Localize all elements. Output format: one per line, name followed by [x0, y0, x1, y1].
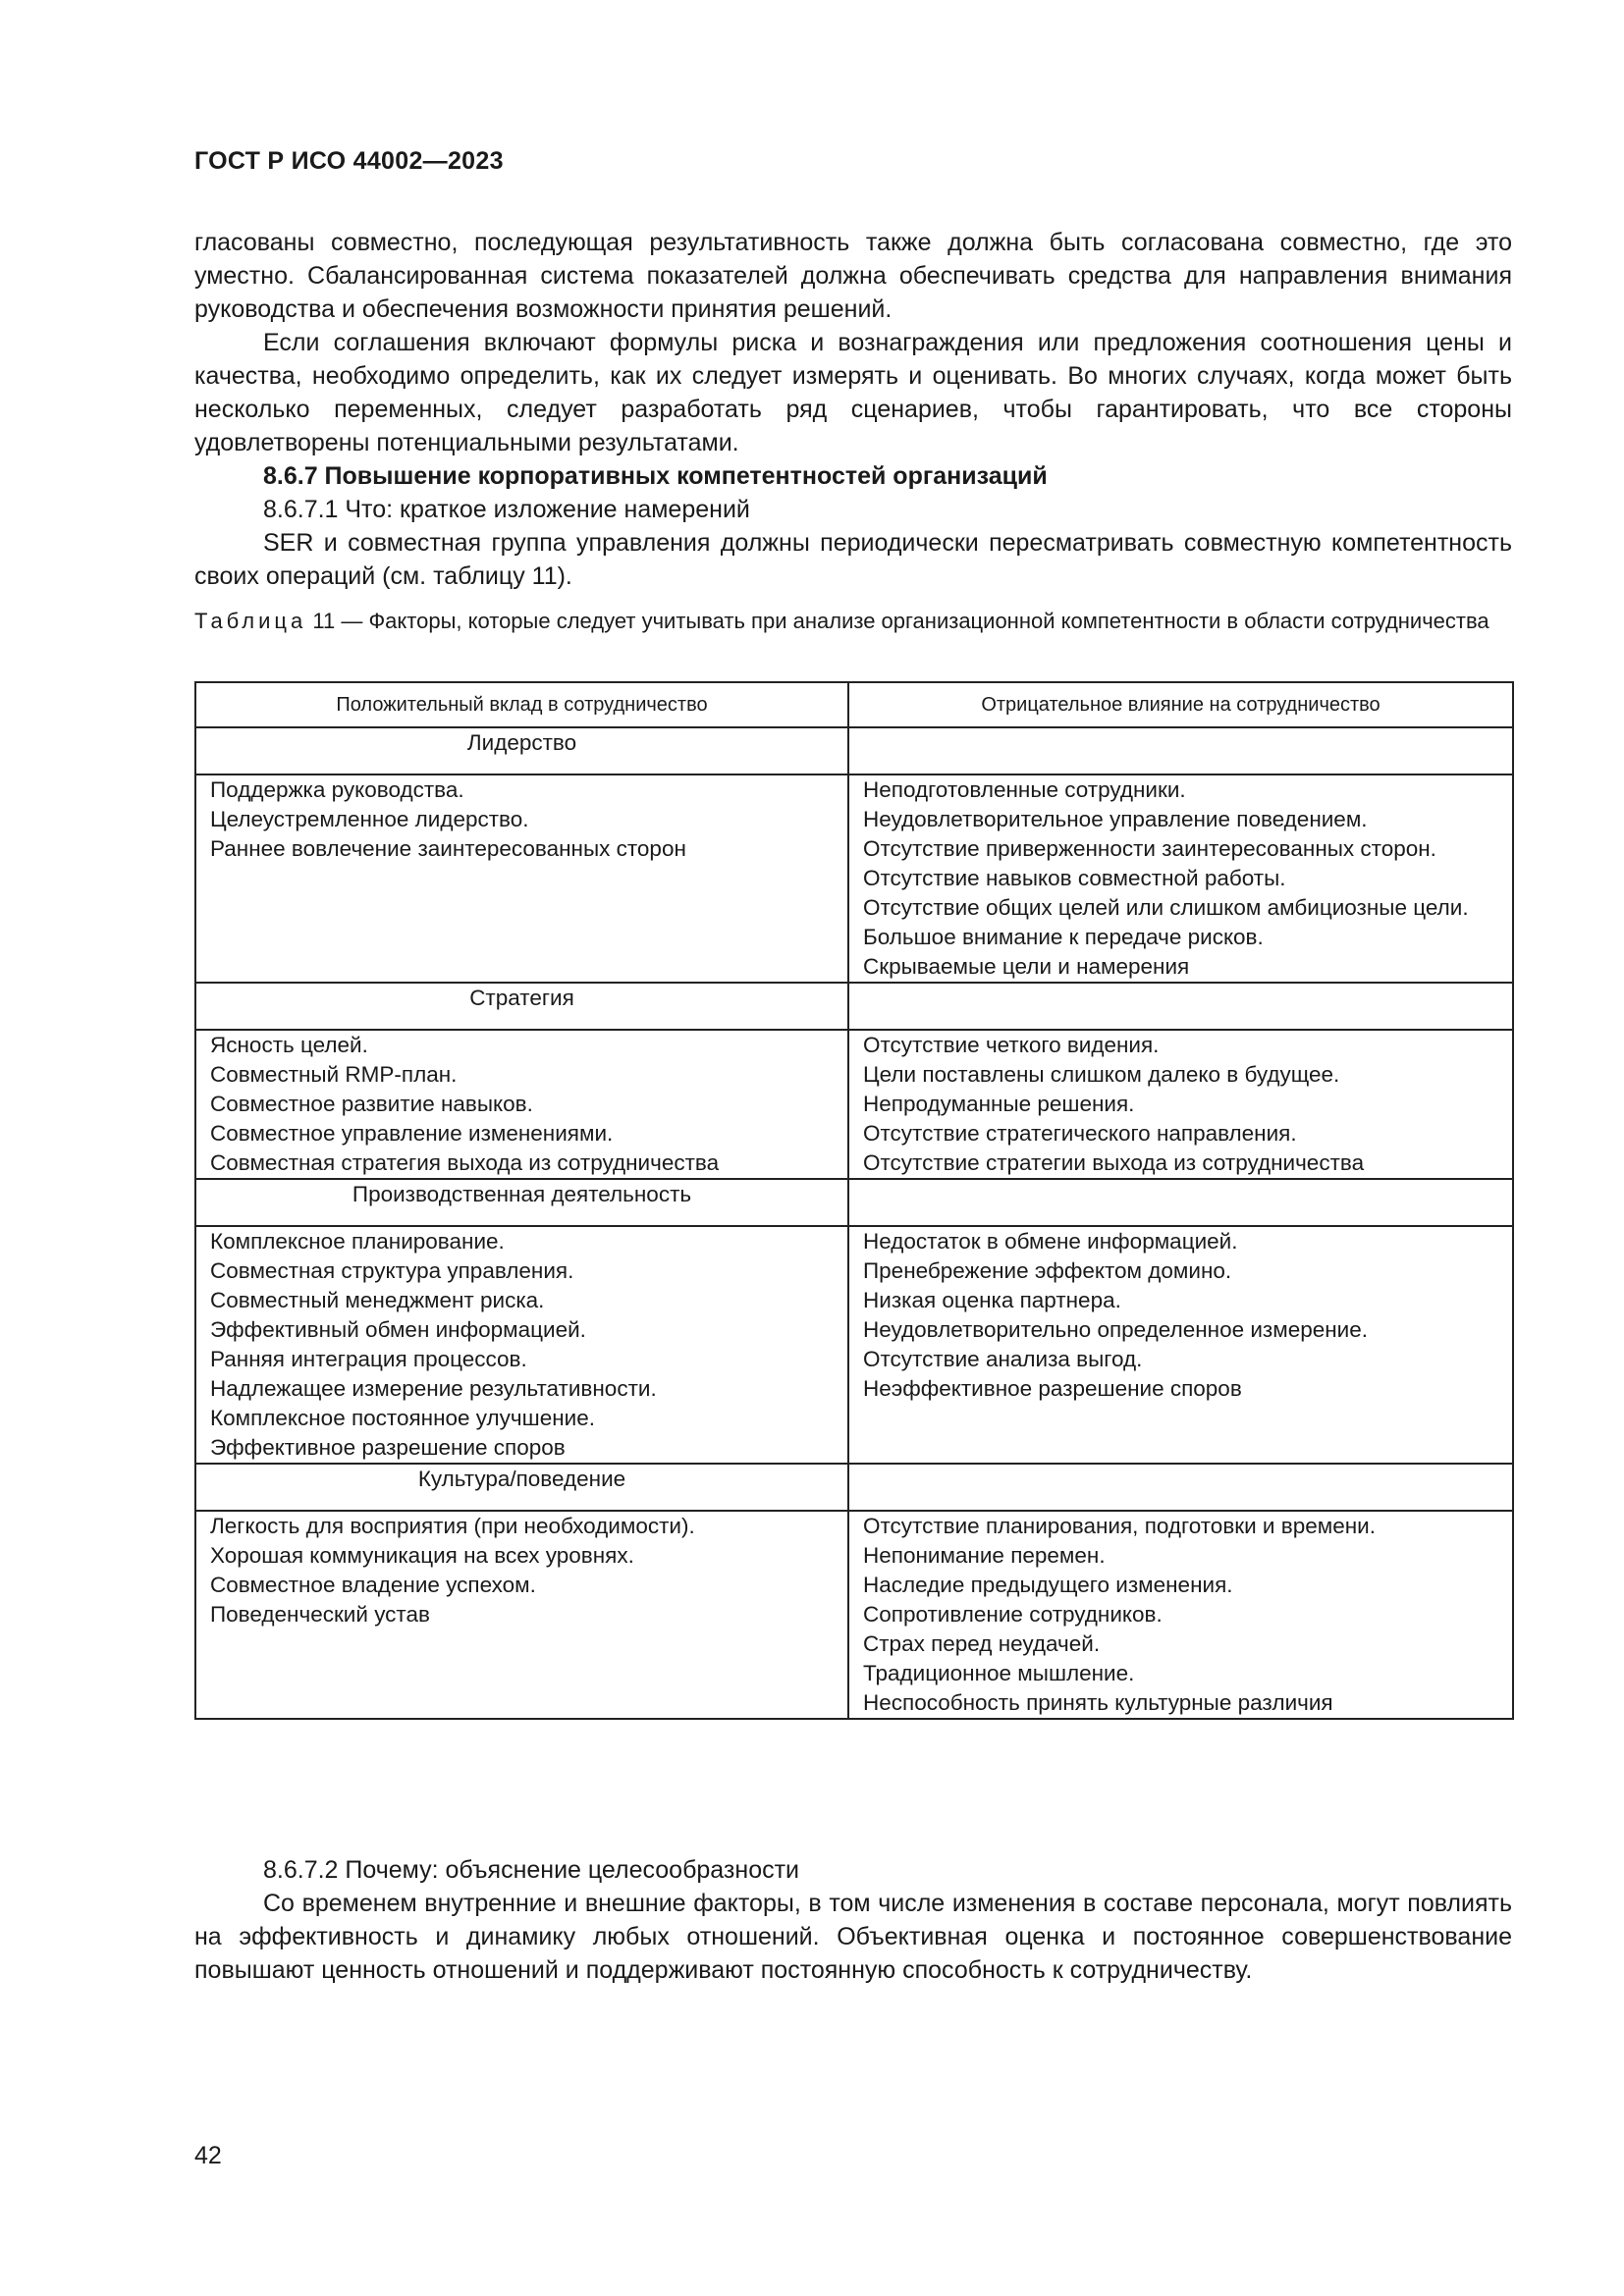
- positive-factor-item: Легкость для восприятия (при необходимости).: [210, 1514, 695, 1538]
- negative-factor-item: Неподготовленные сотрудники.: [863, 777, 1186, 802]
- factors-table: [194, 681, 1514, 1720]
- negative-factor-item: Отсутствие планирования, подготовки и времени.: [863, 1514, 1376, 1538]
- section-empty-cell: [848, 1179, 1513, 1226]
- column-header-negative: Отрицательное влияние на сотрудничество: [848, 682, 1513, 727]
- positive-factor-item: Раннее вовлечение заинтересованных сторон: [210, 836, 686, 861]
- negative-factors-cell: [848, 1511, 1513, 1719]
- outro-subsection-heading: 8.6.7.2 Почему: объяснение целесообразности: [263, 1856, 800, 1884]
- negative-factor-item: Неудовлетворительно определенное измерение.: [863, 1317, 1368, 1342]
- positive-factor-item: Совместное владение успехом.: [210, 1573, 536, 1597]
- negative-factor-item: Традиционное мышление.: [863, 1661, 1135, 1685]
- negative-factor-item: Отсутствие приверженности заинтересованных сторон.: [863, 836, 1436, 861]
- positive-factors-cell: [195, 1030, 848, 1179]
- positive-factor-item: Совместное управление изменениями.: [210, 1121, 614, 1146]
- positive-factor-item: Совместный RMP-план.: [210, 1062, 458, 1087]
- factors-row: [195, 1511, 1513, 1719]
- section-row: [195, 1179, 1513, 1226]
- positive-factor-item: Хорошая коммуникация на всех уровнях.: [210, 1543, 634, 1568]
- negative-factors-cell: [848, 1226, 1513, 1464]
- section-label: Культура/поведение: [195, 1464, 848, 1511]
- negative-factor-item: Низкая оценка партнера.: [863, 1288, 1121, 1312]
- section-heading: 8.6.7 Повышение корпоративных компетентностей организаций: [263, 462, 1048, 490]
- positive-factor-item: Поддержка руководства.: [210, 777, 464, 802]
- document-header: ГОСТ Р ИСО 44002—2023: [194, 147, 504, 175]
- positive-factor-item: Поведенческий устав: [210, 1602, 430, 1627]
- section-row: [195, 1464, 1513, 1511]
- positive-factors-cell: [195, 1511, 848, 1719]
- intro-paragraph-1: гласованы совместно, последующая результативность также должна быть согласована совместно, где это уместно. Сбалансированная система показателей должна обеспечивать средства для направления внимания руководства и обеспечения возможности принятия решений.: [194, 229, 1512, 323]
- positive-factor-item: Ясность целей.: [210, 1033, 368, 1057]
- negative-factor-item: Неудовлетворительное управление поведением.: [863, 807, 1368, 831]
- positive-factor-item: Целеустремленное лидерство.: [210, 807, 529, 831]
- factors-row: [195, 1030, 1513, 1179]
- positive-factor-item: Надлежащее измерение результативности.: [210, 1376, 657, 1401]
- negative-factor-item: Отсутствие четкого видения.: [863, 1033, 1160, 1057]
- subsection-heading: 8.6.7.1 Что: краткое изложение намерений: [263, 496, 750, 523]
- negative-factor-item: Скрываемые цели и намерения: [863, 954, 1190, 979]
- negative-factor-item: Сопротивление сотрудников.: [863, 1602, 1163, 1627]
- negative-factor-item: Непродуманные решения.: [863, 1092, 1135, 1116]
- table-caption-label: Таблица: [194, 609, 307, 633]
- table-header-row: [195, 682, 1513, 727]
- positive-factor-item: Комплексное постоянное улучшение.: [210, 1406, 595, 1430]
- negative-factor-item: Непонимание перемен.: [863, 1543, 1106, 1568]
- negative-factors-cell: [848, 774, 1513, 983]
- negative-factor-item: Отсутствие общих целей или слишком амбициозные цели.: [863, 895, 1469, 920]
- section-label: Лидерство: [195, 727, 848, 774]
- outro-block: [194, 1853, 1512, 1987]
- section-label: Стратегия: [195, 983, 848, 1030]
- negative-factor-item: Отсутствие анализа выгод.: [863, 1347, 1143, 1371]
- negative-factor-item: Цели поставлены слишком далеко в будущее.: [863, 1062, 1340, 1087]
- positive-factor-item: Совместная структура управления.: [210, 1258, 574, 1283]
- table-caption-text: 11 — Факторы, которые следует учитывать при анализе организационной компетентности в области сотрудничества: [312, 609, 1489, 633]
- positive-factors-cell: [195, 1226, 848, 1464]
- negative-factor-item: Отсутствие стратегии выхода из сотрудничества: [863, 1150, 1365, 1175]
- positive-factor-item: Совместная стратегия выхода из сотрудничества: [210, 1150, 720, 1175]
- table-body: [195, 727, 1513, 1719]
- intro-block: [194, 226, 1512, 593]
- intro-paragraph-2: Если соглашения включают формулы риска и вознаграждения или предложения соотношения цены и качества, необходимо определить, как их следует измерять и оценивать. Во многих случаях, когда может быть несколько переменных, следует разработать ряд сценариев, чтобы гарантировать, что все стороны удовлетворены потенциальными результатами.: [194, 329, 1512, 456]
- section-empty-cell: [848, 1464, 1513, 1511]
- outro-paragraph: Со временем внутренние и внешние факторы, в том числе изменения в составе персонала, могут повлиять на эффективность и динамику любых отношений. Объективная оценка и постоянное совершенствование повышают ценность отношений и поддерживают постоянную способность к сотрудничеству.: [194, 1890, 1512, 1984]
- negative-factor-item: Пренебрежение эффектом домино.: [863, 1258, 1232, 1283]
- negative-factor-item: Отсутствие стратегического направления.: [863, 1121, 1297, 1146]
- positive-factor-item: Ранняя интеграция процессов.: [210, 1347, 527, 1371]
- negative-factor-item: Отсутствие навыков совместной работы.: [863, 866, 1286, 890]
- negative-factors-cell: [848, 1030, 1513, 1179]
- positive-factor-item: Комплексное планирование.: [210, 1229, 505, 1254]
- section-label: Производственная деятельность: [195, 1179, 848, 1226]
- positive-factor-item: Эффективный обмен информацией.: [210, 1317, 586, 1342]
- section-empty-cell: [848, 983, 1513, 1030]
- factors-row: [195, 1226, 1513, 1464]
- intro-paragraph-3: SER и совместная группа управления должны периодически пересматривать совместную компетентность своих операций (см. таблицу 11).: [194, 529, 1512, 590]
- negative-factor-item: Недостаток в обмене информацией.: [863, 1229, 1238, 1254]
- positive-factor-item: Совместный менеджмент риска.: [210, 1288, 545, 1312]
- factors-row: [195, 774, 1513, 983]
- positive-factor-item: Эффективное разрешение споров: [210, 1435, 566, 1460]
- section-empty-cell: [848, 727, 1513, 774]
- positive-factors-cell: [195, 774, 848, 983]
- table-caption: [194, 607, 1512, 636]
- negative-factor-item: Страх перед неудачей.: [863, 1631, 1101, 1656]
- section-row: [195, 727, 1513, 774]
- page-number: 42: [194, 2142, 222, 2169]
- negative-factor-item: Наследие предыдущего изменения.: [863, 1573, 1233, 1597]
- positive-factor-item: Совместное развитие навыков.: [210, 1092, 533, 1116]
- negative-factor-item: Большое внимание к передаче рисков.: [863, 925, 1264, 949]
- section-row: [195, 983, 1513, 1030]
- negative-factor-item: Неэффективное разрешение споров: [863, 1376, 1242, 1401]
- negative-factor-item: Неспособность принять культурные различия: [863, 1690, 1333, 1715]
- column-header-positive: Положительный вклад в сотрудничество: [195, 682, 848, 727]
